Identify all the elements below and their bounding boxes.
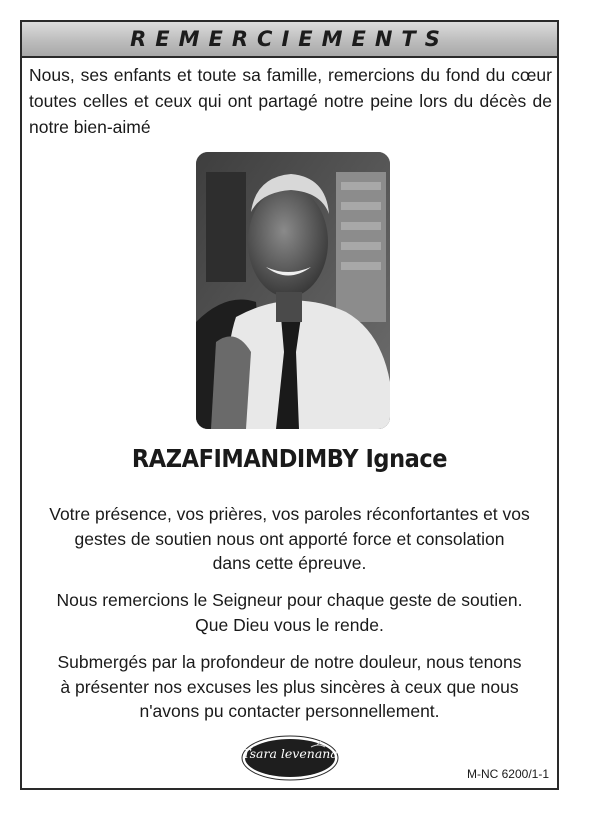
intro-text: Nous, ses enfants et toute sa famille, remercions du fond du cœur toutes celles et ceux qui ont partagé notre peine lors du décès de notre bien-aimé [29,65,552,137]
paragraph-line: n'avons pu contacter personnellement. [139,701,440,721]
paragraph-apology [22,650,557,724]
portrait-photo [196,152,390,429]
paragraph-line: Submergés par la profondeur de notre douleur, nous tenons [57,652,522,672]
paragraph-line: Nous remercions le Seigneur pour chaque geste de soutien. [56,590,523,610]
paragraph-thanks [22,588,557,637]
logo-text: Tsara levenana [242,746,338,761]
paragraph-line: Que Dieu vous le rende. [195,614,384,635]
reference-code: M-NC 6200/1-1 [466,767,549,781]
paragraph-line: gestes de soutien nous ont apporté force et consolation [74,528,505,549]
paragraph-line: dans cette épreuve. [212,553,367,573]
header-title: REMERCIEMENTS [130,27,449,51]
paragraph-presence [22,502,557,576]
header-banner [22,22,557,58]
deceased-name: RAZAFIMANDIMBY Ignace [131,444,448,473]
announcement-frame [20,20,559,790]
paragraph-line: à présenter nos excuses les plus sincères à ceux que nous [60,676,519,697]
funeral-service-logo [241,735,339,781]
paragraph-line: Votre présence, vos prières, vos paroles réconfortantes et vos [49,504,530,524]
